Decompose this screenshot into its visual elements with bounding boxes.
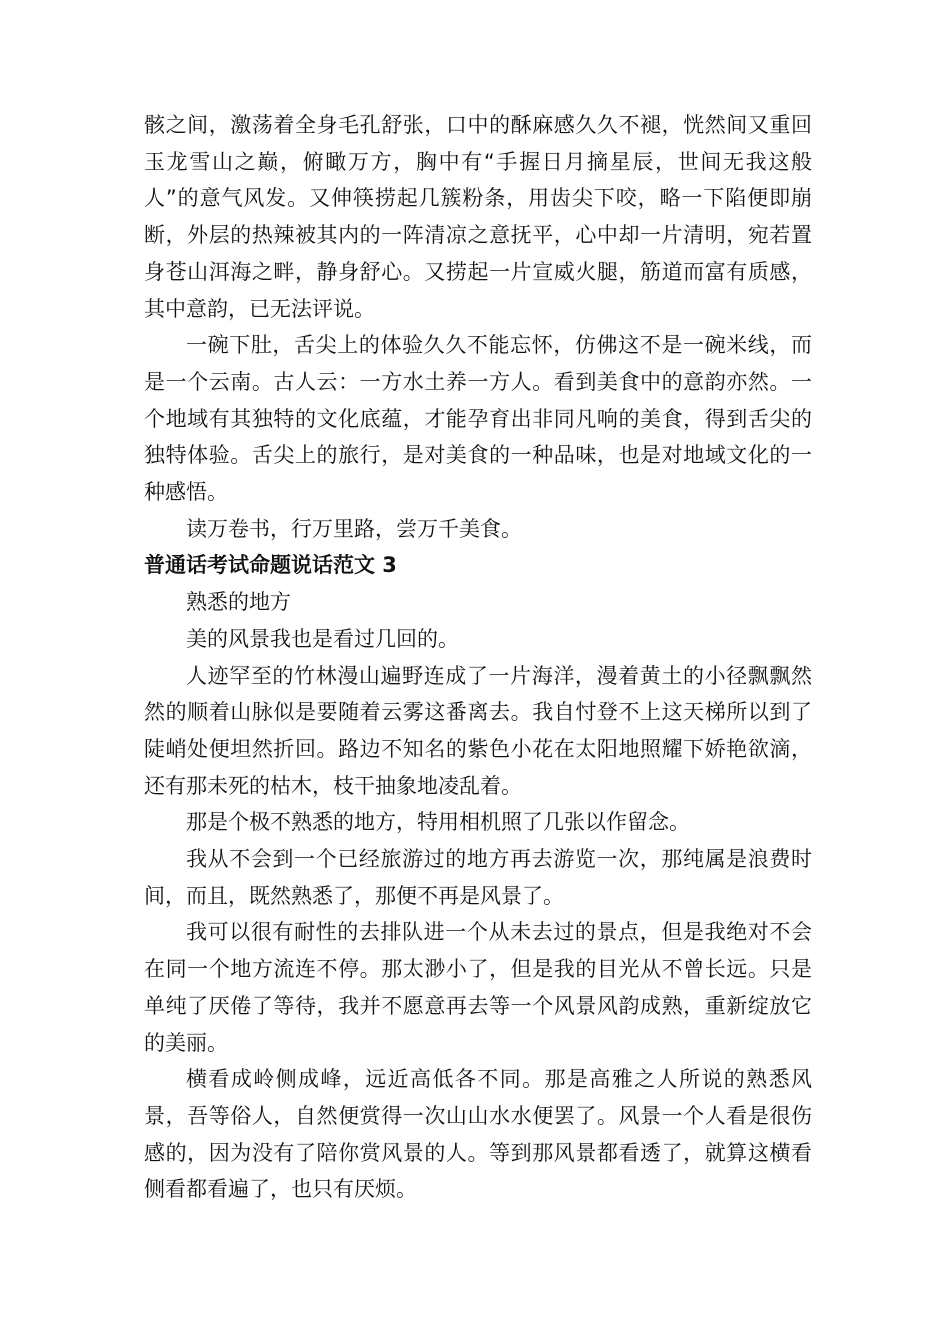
section-title: 熟悉的地方 (186, 590, 291, 615)
paragraph: 人迹罕至的竹林漫山遍野连成了一片海洋，漫着黄土的小径飘飘然然的顺着山脉似是要随着云雾这番离去。我自忖登不上这天梯所以到了陡峭处便坦然折回。路边不知名的紫色小花在太阳地照耀下娇艳欲滴，还有那未死的枯木，枝干抽象地凌乱着。 (144, 663, 812, 798)
paragraph: 一碗下肚，舌尖上的体验久久不能忘怀，仿佛这不是一碗米线，而是一个云南。古人云：一方水土养一方人。看到美食中的意韵亦然。一个地域有其独特的文化底蕴，才能孕育出非同凡响的美食，得到舌尖的独特体验。舌尖上的旅行，是对美食的一种品味，也是对地域文化的一种感悟。 (144, 333, 812, 505)
paragraph: 那是个极不熟悉的地方，特用相机照了几张以作留念。 (186, 810, 690, 835)
document-page (144, 107, 812, 1208)
paragraph-continued: 骸之间，激荡着全身毛孔舒张，口中的酥麻感久久不褪，恍然间又重回玉龙雪山之巅，俯瞰万方，胸中有“手握日月摘星辰，世间无我这般人”的意气风发。又伸筷捞起几簇粉条，用齿尖下咬，略一下陷便即崩断，外层的热辣被其内的一阵清凉之意抚平，心中却一片清明，宛若置身苍山洱海之畔，静身舒心。又捞起一片宣威火腿，筋道而富有质感，其中意韵，已无法评说。 (144, 113, 812, 321)
paragraph: 我可以很有耐性的去排队进一个从未去过的景点，但是我绝对不会在同一个地方流连不停。那太渺小了，但是我的目光从不曾长远。只是单纯了厌倦了等待，我并不愿意再去等一个风景风韵成熟，重新绽放它的美丽。 (144, 920, 812, 1055)
paragraph: 读万卷书，行万里路，尝万千美食。 (186, 516, 522, 541)
paragraph: 横看成岭侧成峰，远近高低各不同。那是高雅之人所说的熟悉风景，吾等俗人，自然便赏得一次山山水水便罢了。风景一个人看是很伤感的，因为没有了陪你赏风景的人。等到那风景都看透了，就算这横看侧看都看遍了，也只有厌烦。 (144, 1067, 812, 1202)
paragraph: 我从不会到一个已经旅游过的地方再去游览一次，那纯属是浪费时间，而且，既然熟悉了，那便不再是风景了。 (144, 847, 812, 908)
section-heading: 普通话考试命题说话范文 3 (144, 553, 397, 578)
paragraph: 美的风景我也是看过几回的。 (186, 626, 459, 651)
